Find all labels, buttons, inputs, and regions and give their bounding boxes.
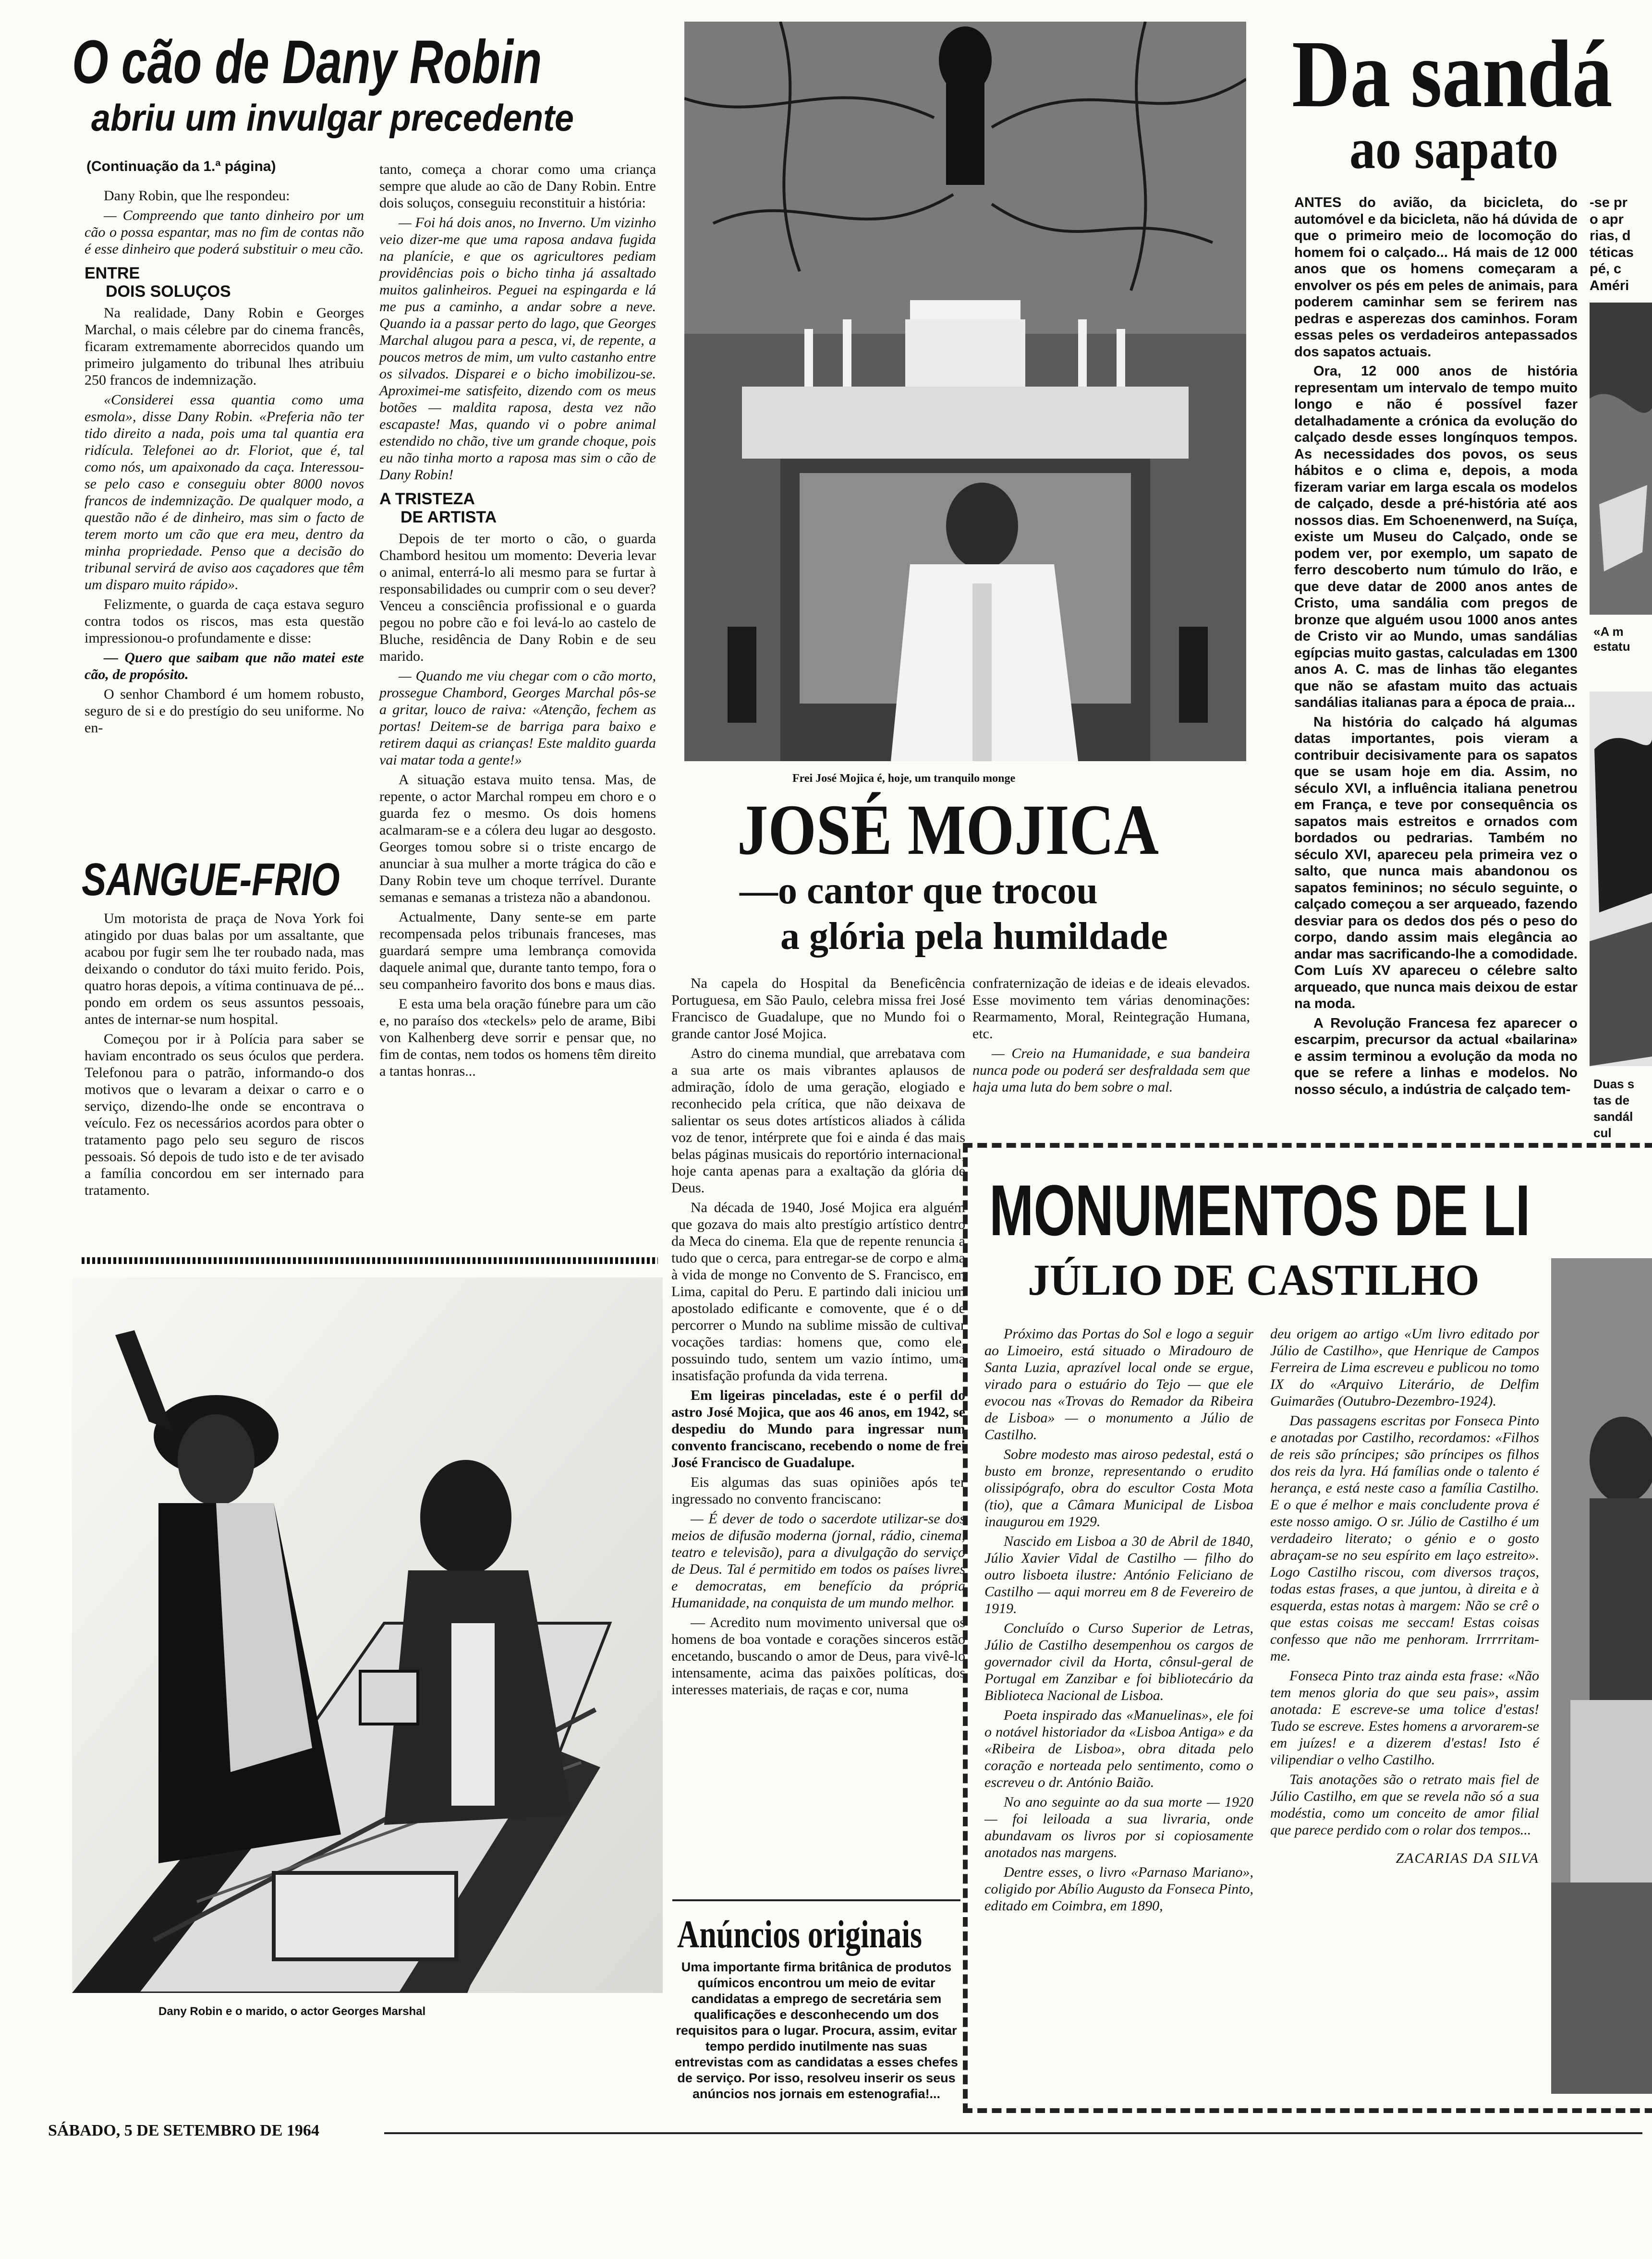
- sangue-frio-title: SANGUE-FRIO: [82, 854, 340, 905]
- continuation-note: (Continuação da 1.ª página): [86, 158, 276, 174]
- left-bottom-separator: [82, 1257, 658, 1264]
- monumentos-subtitle: JÚLIO DE CASTILHO: [1028, 1255, 1480, 1304]
- jose-mojica-subtitle-2: a glória pela humildade: [780, 915, 1168, 958]
- sandalia-next-column-fragment: -se pr o apr rias, d téticas pé, c Améri: [1590, 195, 1634, 293]
- shoe-photo-2: [1590, 692, 1652, 1066]
- dany-robin-column-2: tanto, começa a chorar como uma criança sempre que alude ao cão de Dany Robin. Entre dois soluços, conseguiu reconstituir a história: — Foi há dois anos, no Inverno. Um vizinho veio dizer-me que uma raposa andava fugida na planície, e que os agricultores pediam providências pois o bicho tinha já assaltado muitos galinheiros. Peguei na espingarda e lá me pus a caminho, a andar sobre a neve. Quando ia a passar perto do lago, que Georges Marchal alugou para a pesca, vi, de repente, a poucos metros de mim, um vulto castanho entre os silvados. Disparei e o bicho imobilizou-se. Aproximei-me satisfeito, dizendo com os meus botões — maldita raposa, desta vez não escapaste! Mas, quando vi o pobre animal estendido no chão, tive um grande choque, pois eu não tinha morto a raposa mas sim o cão de Dany Robin! A TRISTEZA DE ARTISTA Depois de ter morto o cão, o guarda Chambord hesitou um momento: Deveria levar o animal, enterrá-lo ali mesmo para se furtar à responsabilidades ou cumprir com o seu dever? Venceu a consciência profissional e o guarda pegou no pobre cão e foi levá-lo ao castelo de Bluche, residência de Dany Robin e de seu marido. — Quando me viu chegar com o cão morto, prossegue Chambord, Georges Marchal pôs-se a gritar, louco de raiva: «Atenção, fechem as portas! Deitem-se de barriga para baixo e retirem daqui as crianças! Este maldito guarda vai matar toda a gente!» A situação estava muito tensa. Mas, de repente, o actor Marchal rompeu em choro e o guarda fez o mesmo. Os dois homens acalmaram-se e a cólera deu lugar ao desgosto. Georges tomou sobre si o triste encargo de anunciar à sua mulher a morte trágica do cão e Dany Robin teve um choque terrível. Durante semanas e semanas a tristeza não a abandonou. Actualmente, Dany sente-se em parte recompensada pelos tribunais franceses, mas guardará sempre uma lembrança comovida daquele animal que, durante tanto tempo, fora o seu companheiro favorito dos bons e maus dias. E esta uma bela oração fúnebre para um cão e, no paraíso dos «teckels» pelo de arame, Bibi von Kalhenberg deve sorrir e pensar que, no fim de contas, nem todos os homens têm direito a tantas honras...: [379, 161, 656, 1079]
- shoe-caption-1: «A m estatu: [1593, 624, 1630, 654]
- subheading-entre-dois-solucos: ENTRE DOIS SOLUÇOS: [85, 264, 231, 301]
- jose-mojica-column-2: confraternização de ideias e de ideais elevados. Esse movimento tem várias denominações: Rearmamento, Moral, Reintegração Humana, etc. — Creio na Humanidade, e sua bandeira nunca pode ou poderá ser desfraldada sem que haja uma luta do bem sobre o mal.: [972, 975, 1250, 1095]
- monumentos-column-2: deu origem ao artigo «Um livro editado por Júlio de Castilho», que Henrique de Campos Ferreira de Lima escreveu e publicou no tomo IX do «Arquivo Literário, de Delfim Guimarães (Outubro-Dezembro-1924). Das passagens escritas por Fonseca Pinto e anotadas por Castilho, recordamos: «Filhos de reis são príncipes; são príncipes os filhos dos reis da lyra. Há famílias onde o talento é herança, e está neste caso a família Castilho. E o que é melhor e mais concludente prova é este nosso amigo. O sr. Júlio de Castilho é um verdadeiro literato; o génio e o gosto abraçam-se no seu espírito em laço estreito». Logo Castilho riscou, com diversos traços, todas estas frases, a que juntou, à direita e à esquerda, estas notas à margem: Não se crê o que estas coisas me seccam! Estas coisas confesso que não me penhoram. Irrrrritam-me. Fonseca Pinto traz ainda esta frase: «Não tem menos gloria do que seu pais», assim anotada: E escreve-se uma tolice d'estas! Tudo se escreve. Estes homens a arvorarem-se em juízes! e a dizerem d'estas! Isto é vilipendiar o velho Castilho. Tais anotações são o retrato mais fiel de Júlio Castilho, em que se revela não só a sua modéstia, como um conceito de amor filial que parece perdido com o rolar dos tempos... ZACARIAS DA SILVA: [1270, 1326, 1539, 1866]
- anuncios-title: Anúncios originais: [677, 1912, 923, 1956]
- sandalia-title-2: ao sapato: [1349, 117, 1559, 181]
- footer-date: SÁBADO, 5 DE SETEMBRO DE 1964: [48, 2122, 319, 2139]
- shoe-photo-1: [1590, 303, 1652, 615]
- jose-mojica-subtitle-1: —o cantor que trocou: [740, 870, 1098, 912]
- sandalia-title-1: Da sandá: [1292, 21, 1613, 127]
- anuncios-body: Uma importante firma britânica de produtos químicos encontrou um meio de evitar candidatas a emprego de secretária sem qualificações e desconhecendo um dos requisitos para o lugar. Procura, assim, evitar tempo perdido inutilmente nas suas entrevistas com as candidatas a esses chefes de serviço. Por isso, resolveu inserir os seus anúncios nos jornais em estenografia!...: [675, 1960, 958, 2101]
- dany-robin-airplane-photo: [72, 1277, 663, 1993]
- anuncios-top-rule: [672, 1899, 960, 1901]
- sangue-frio-body: Um motorista de praça de Nova York foi atingido por duas balas por um assaltante, que acabou por fugir sem lhe ter roubado nada, mas deixando o condutor do táxi muito ferido. Pois, quatro horas depois, a vítima continuava de pé... pondo em ordem os seus assuntos pessoais, antes de internar-se num hospital. Começou por ir à Polícia para saber se haviam encontrado os seus óculos que perdera. Telefonou para o patrão, informando-o dos motivos que o levaram a deixar o carro e o serviço, dizendo-lhe onde se encontrava o veículo. Fez os necessários acordos para obter o tratamento pago pelo seu seguro de riscos pessoais. Só depois de tudo isto e de ter avisado a família concordou em ser internado para tratamento.: [85, 911, 364, 1198]
- dany-robin-photo-caption: Dany Robin e o marido, o actor Georges Marshal: [158, 2005, 426, 2018]
- dany-robin-subtitle: abriu um invulgar precedente: [91, 97, 574, 139]
- jose-mojica-photo-caption: Frei José Mojica é, hoje, um tranquilo monge: [792, 772, 1016, 785]
- monumentos-column-1: Próximo das Portas do Sol e logo a seguir ao Limoeiro, está situado o Miradouro de Santa Luzia, aprazível local onde se ergue, virado para o estuário do Tejo — que ele evocou nas «Trovas do Remador da Ribeira de Lisboa» — o monumento a Júlio de Castilho. Sobre modesto mas airoso pedestal, está o busto em bronze, representando o erudito olissipógrafo, obra do escultor Costa Mota (tio), que a Câmara Municipal de Lisboa inaugurou em 1929. Nascido em Lisboa a 30 de Abril de 1840, Júlio Xavier Vidal de Castilho — filho do outro lisboeta ilustre: António Feliciano de Castilho — aqui morreu em 8 de Fevereiro de 1919. Concluído o Curso Superior de Letras, Júlio de Castilho desempenhou os cargos de governador civil da Horta, cônsul-geral de Portugal em Zanzibar e foi bibliotecário da Biblioteca Nacional de Lisboa. Poeta inspirado das «Manuelinas», ele foi o notável historiador da «Lisboa Antiga» e da «Ribeira de Lisboa», obra ditada pelo coração e norteada pelo sentimento, como o escreveu o dr. António Baião. No ano seguinte ao da sua morte — 1920 — foi leiloada a sua livraria, onde abundavam os livros por si copiosamente anotados nas margens. Dentre esses, o livro «Parnaso Mariano», coligido por Abílio Augusto da Fonseca Pinto, editado em Coimbra, em 1890,: [984, 1326, 1253, 1914]
- dany-robin-column-1: Dany Robin, que lhe respondeu: — Compreendo que tanto dinheiro por um cão o possa espantar, mas no fim de contas não é esse dinheiro que poderá substituir o meu cão. ENTRE DOIS SOLUÇOS Na realidade, Dany Robin e Georges Marchal, o mais célebre par do cinema francês, ficaram extremamente aborrecidos quando um primeiro julgamento do tribunal lhes atribuiu 250 francos de indemnização. «Considerei essa quantia como uma esmola», disse Dany Robin. «Preferia não ter tido direito a nada, pois uma tal quantia era ridícula. Telefonei ao dr. Floriot, que é, tal como nós, um apaixonado da caça. Interessou-se pelo caso e conseguiu obter 8000 novos francos de indemnização. De qualquer modo, a questão não é de dinheiro, mas sim o facto de terem morto um cão que era meu, dentro da minha propriedade. Penso que a decisão do tribunal servirá de aviso aos caçadores que têm um disparo muito rápido». Felizmente, o guarda de caça estava seguro contra todos os riscos, mas esta questão impressionou-o profundamente e disse: — Quero que saibam que não matei este cão, de propósito. O senhor Chambord é um homem robusto, seguro de si e do prestígio do seu uniforme. No en-: [85, 188, 364, 736]
- sandalia-column: ANTES do avião, da bicicleta, do automóvel e da bicicleta, não há dúvida de que o primeiro meio de locomoção do homem foi o calçado... Há mais de 12 000 anos que os homens começaram a envolver os pés em peles de animais, para poderem caminhar sem se ferirem nas pedras e asperezas dos caminhos. Foram essas peles os verdadeiros antepassados dos sapatos actuais. Ora, 12 000 anos de história representam um intervalo de tempo muito longo e não é possível fazer detalhadamente a crónica da evolução do calçado desde esses longínquos tempos. As necessidades dos povos, os seus hábitos e o clima e, depois, a moda fizeram variar em larga escala os modelos de calçado, desde a pré-história até aos nossos dias. Em Schoenenwerd, na Suíça, existe um Museu do Calçado, onde se podem ver, por exemplo, um sapato de ferro descoberto num túmulo do Irão, e que deve datar de 2000 anos antes de Cristo, uma sandália com pregos de bronze que alguém usou 1000 anos antes de Cristo vir ao Mundo, umas sandálias egípcias muito gastas, calculadas em 1300 anos A. C. mas de linhas tão elegantes que não se afastam muito das actuais sandálias italianas para a época de praia... Na história do calçado há algumas datas importantes, pois vieram a contribuir decisivamente para os sapatos que se usam hoje em dia. Assim, no século XVI, a influência italiana penetrou em França, e teve por consequência os sapatos mais estreitos e ornados com bordados ou pedrarias. Também no século XVI, apareceu pela primeira vez o salto, que nunca mais abandonou os sapatos femininos; no século seguinte, o calçado começou a ser arqueado, fazendo desviar para os dedos dos pés o peso do corpo, dando assim mais elegância ao andar mas sacrificando-lhe a comodidade. Com Luís XV apareceu o célebre salto arqueado, que nunca mais deixou de estar na moda. A Revolução Francesa fez aparecer o escarpim, precursor da actual «bailarina» e assim terminou a evolução da moda no que se refere a linhas e modelos. No nosso século, a indústria de calçado tem-: [1294, 195, 1578, 1097]
- jose-mojica-chapel-photo: [684, 22, 1246, 761]
- castilho-statue-photo: [1551, 1258, 1652, 2094]
- footer-rule: [384, 2132, 1642, 2134]
- jose-mojica-title: JOSÉ MOJICA: [737, 790, 1159, 870]
- monumentos-signature: ZACARIAS DA SILVA: [1396, 1850, 1539, 1866]
- jose-mojica-column-1: Na capela do Hospital da Beneficência Portuguesa, em São Paulo, celebra missa frei José Francisco de Guadalupe, que no Mundo foi o grande cantor José Mojica. Astro do cinema mundial, que arrebatava com a sua arte os mais vibrantes aplausos de admiração, ídolo de uma geração, elogiado e reconhecido pela crítica, que não deixava de salientar os seus dotes artísticos aliados à cálida voz de tenor, intérprete que foi e ainda é das mais belas páginas musicais do reportório internacional, hoje canta apenas para a exaltação da glória de Deus. Na década de 1940, José Mojica era alguém que gozava do mais alto prestígio artístico dentro da Meca do cinema. Ela que de repente renuncia a tudo que o cerca, para entregar-se de corpo e alma à vida de monge no Convento de S. Francisco, em Lima, capital do Peru. E partindo dali iniciou um apostolado edificante e comovente, que é o de percorrer o Mundo na sublime missão de cultivar vocações tardias: homens que, como ele, possuindo tudo, sentem um vazio íntimo, uma insatisfação profunda da vida terrena. Em ligeiras pinceladas, este é o perfil do astro José Mojica, que aos 46 anos, em 1942, se despediu do Mundo para ingressar num convento franciscano, recebendo o nome de frei José Francisco de Guadalupe. Eis algumas das suas opiniões após ter ingressado no convento franciscano: — É dever de todo o sacerdote utilizar-se dos meios de difusão moderna (jornal, rádio, cinema, teatro e televisão), para a divulgação do serviço de Deus. Tal é permitido em todos os países livres e democratas, em benefício da própria Humanidade, na conquista de um mundo melhor. — Acredito num movimento universal que os homens de boa vontade e corações sinceros estão encetando, buscando o amor de Deus, para vivê-lo intensamente, acima das paixões políticas, dos interesses materiais, de raças e cor, numa: [671, 975, 965, 1698]
- monumentos-title: MONUMENTOS DE LI: [989, 1170, 1531, 1251]
- dany-robin-title: O cão de Dany Robin: [72, 28, 542, 97]
- shoe-caption-2: Duas s tas de sandál cul: [1593, 1077, 1635, 1140]
- subheading-a-tristeza-de-artista: A TRISTEZA DE ARTISTA: [379, 490, 497, 526]
